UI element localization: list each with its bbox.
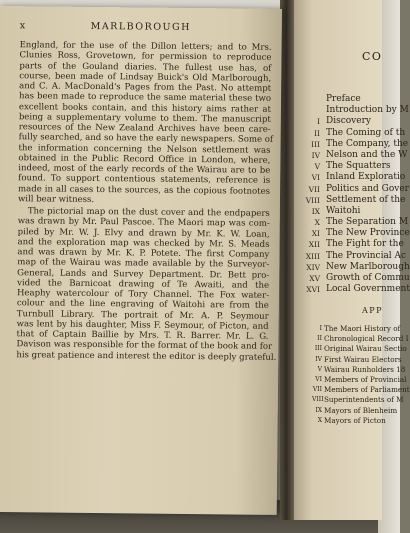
page-header bbox=[0, 20, 282, 37]
appendix-entry bbox=[312, 344, 407, 354]
chapter-title: The Fight for the bbox=[326, 239, 404, 250]
chapter-title: The Squatters bbox=[326, 161, 391, 172]
chapter-number: VII bbox=[308, 184, 320, 194]
text-line: that of Captain Baillie by Mrs. T. R. Barrer. Mr. L. G. bbox=[16, 329, 269, 342]
chapter-number: XIV bbox=[306, 262, 320, 272]
chapter-number: IV bbox=[311, 150, 320, 160]
appendix-title: The Maori History of bbox=[324, 324, 401, 333]
contents-entry bbox=[300, 138, 409, 150]
chapter-title: Local Government bbox=[326, 284, 410, 295]
chapter-number: VIII bbox=[305, 195, 320, 205]
chapter-title: Discovery bbox=[326, 116, 371, 127]
appendix-entry bbox=[312, 395, 404, 405]
appendix-title: First Wairau Electors bbox=[324, 354, 402, 364]
contents-entry bbox=[300, 127, 406, 139]
contents-entry bbox=[300, 206, 400, 217]
contents-entry bbox=[300, 149, 408, 161]
appendix-entry bbox=[312, 324, 401, 334]
appendix-number: VI bbox=[315, 375, 322, 383]
text-line: has been made to reproduce the same material these two bbox=[19, 91, 272, 105]
text-line: and the exploration map was checked by Mr. S. Meads bbox=[17, 236, 270, 250]
text-line: piled by Mr. W. J. Elvy and drawn by Mr. K. W. Loan, bbox=[17, 226, 270, 240]
text-line: was lent by his daughter, Miss F. Seymour, of Picton, and bbox=[16, 318, 269, 332]
text-line: being a supplementary volume to them. The manuscript bbox=[18, 111, 271, 125]
appendix-title: Chronological Record I bbox=[324, 334, 409, 344]
chapter-number: XV bbox=[309, 274, 320, 283]
contents-entry bbox=[300, 161, 400, 172]
appendix-number: IX bbox=[315, 406, 322, 414]
text-line: his great patience and interest the editor is deeply grateful. bbox=[16, 349, 277, 363]
contents-entry bbox=[300, 105, 409, 116]
appendix-number: V bbox=[317, 365, 322, 373]
chapter-number: XIII bbox=[305, 251, 320, 261]
appendix-title: Members of Provincial bbox=[324, 374, 407, 384]
text-line: excellent books contain, and this history aims rather at bbox=[18, 101, 271, 115]
text-line: colour and the line engraving of Waitohi are from the bbox=[16, 298, 269, 312]
chapter-number: V bbox=[314, 162, 320, 172]
text-line: and C. A. MacDonald's Pages from the Past. No attempt bbox=[19, 81, 272, 94]
appendix-number: III bbox=[314, 345, 322, 353]
chapter-number: XVI bbox=[306, 285, 320, 295]
chapter-title: Introduction by M bbox=[326, 105, 409, 116]
appendix-title: Wairau Runholders 18 bbox=[324, 364, 406, 374]
chapter-number: IX bbox=[311, 206, 320, 216]
appendix-number: I bbox=[319, 325, 322, 332]
chapter-number: XI bbox=[311, 229, 320, 239]
chapter-number: X bbox=[314, 218, 320, 228]
appendix-title: Members of Parliament bbox=[324, 385, 410, 395]
appendix-number: IV bbox=[315, 355, 322, 363]
text-line: The pictorial map on the dust cover and the endpapers bbox=[27, 206, 270, 219]
chapter-title: The Separation M bbox=[326, 217, 409, 228]
chapter-title: Nelson and the W bbox=[326, 149, 408, 160]
chapter-title: Politics and Gover bbox=[326, 183, 409, 194]
chapter-title: Settlement of the bbox=[326, 194, 406, 205]
appendices-heading: APP bbox=[362, 306, 384, 315]
text-line: the information concerning the Nelson settlement was bbox=[18, 142, 271, 156]
contents-heading: CO bbox=[362, 50, 383, 63]
book-gutter bbox=[280, 0, 294, 520]
contents-entry bbox=[300, 194, 406, 206]
appendix-title: Original Wairau Sectio bbox=[324, 344, 407, 354]
left-page bbox=[0, 6, 282, 515]
chapter-title: Waitohi bbox=[326, 205, 361, 216]
text-line: Clunies Ross, Grovetown, for permission to reproduce bbox=[19, 50, 272, 64]
text-line: England, for the use of the Dillon letters; and to Mrs. bbox=[19, 40, 272, 53]
appendix-entry bbox=[312, 354, 402, 365]
chapter-title: New Marlborough bbox=[326, 261, 410, 272]
chapter-title: Inland Exploratio bbox=[326, 172, 406, 183]
page-body-text bbox=[16, 40, 277, 363]
appendix-entry bbox=[312, 374, 407, 385]
contents-entry bbox=[300, 172, 406, 183]
text-line: found. To support contentious statements, reference is bbox=[18, 173, 271, 187]
appendix-title: Mayors of Blenheim bbox=[324, 405, 398, 415]
text-line: Turnbull Library. The portrait of Mr. A. P. Seymour bbox=[16, 308, 269, 322]
appendix-number: VIII bbox=[312, 396, 324, 404]
chapter-number: III bbox=[311, 139, 320, 149]
contents-entry bbox=[300, 250, 407, 262]
text-line: fully searched, and so have the early newspapers. Some of bbox=[18, 132, 274, 146]
contents-entry bbox=[300, 239, 404, 250]
chapter-title: The Company, the bbox=[326, 138, 409, 149]
chapter-title: Growth of Commu bbox=[326, 273, 410, 283]
text-line: General, Lands and Survey Department. Dr. Bett pro- bbox=[17, 267, 270, 281]
appendix-number: X bbox=[317, 416, 322, 424]
chapter-title: Preface bbox=[326, 94, 361, 104]
text-line: vided the Barnicoat drawing of Te Awaiti, and the bbox=[17, 277, 270, 291]
appendix-entry bbox=[312, 416, 392, 426]
text-line: Davison was responsible for the format of the book and for bbox=[16, 339, 273, 353]
contents-entry bbox=[300, 217, 409, 228]
text-line: will bear witness. bbox=[17, 193, 95, 205]
chapter-title: The Coming of th bbox=[326, 127, 406, 138]
contents-entry bbox=[300, 183, 409, 195]
chapter-number: II bbox=[314, 128, 320, 138]
chapter-number: XII bbox=[308, 240, 320, 250]
text-line: obtained in the Public Record Office in London, where, bbox=[18, 152, 271, 166]
text-line: course, been made of Lindsay Buick's Old Marlborough, bbox=[19, 70, 272, 84]
text-line: parts of the Gouland diaries. The fullest use has, of bbox=[19, 60, 272, 74]
text-line: was drawn by Mr. Paul Pascoe. The Maori map was com- bbox=[17, 216, 270, 230]
running-head: MARLBOROUGH bbox=[90, 20, 191, 34]
contents-entry bbox=[300, 116, 400, 127]
chapter-title: The Provincial Ac bbox=[326, 250, 407, 261]
appendices-list bbox=[312, 324, 410, 426]
text-line: made in all cases to the sources, as the copious footnotes bbox=[18, 183, 271, 197]
appendix-entry bbox=[312, 385, 410, 395]
contents-list bbox=[300, 94, 410, 295]
appendix-entry bbox=[312, 334, 409, 344]
right-page bbox=[292, 0, 410, 520]
chapter-title: The New Province bbox=[326, 228, 410, 239]
appendix-entry bbox=[312, 364, 406, 375]
page-number: x bbox=[19, 20, 27, 32]
contents-entry bbox=[300, 284, 410, 295]
appendix-number: II bbox=[317, 335, 322, 343]
text-line: Heaphy watercolour of Tory Channel. The Fox water- bbox=[16, 288, 270, 301]
contents-entry bbox=[300, 273, 410, 284]
text-line: resources of the New Zealand Archives have been care- bbox=[18, 122, 271, 135]
contents-entry bbox=[300, 228, 410, 239]
contents-entry bbox=[300, 94, 400, 105]
appendix-number: VII bbox=[312, 386, 322, 394]
text-line: indeed, most of the early records of the Wairau are to be bbox=[18, 163, 271, 176]
chapter-number: I bbox=[317, 117, 320, 127]
chapter-number: VI bbox=[311, 173, 320, 183]
contents-entry bbox=[300, 261, 410, 273]
text-line: and was drawn by Mr. K. P. Potete. The first Company bbox=[17, 247, 270, 260]
text-line: map of the Wairau was made available by the Surveyor- bbox=[17, 257, 270, 271]
appendix-title: Superintendents of M bbox=[324, 395, 404, 405]
appendix-title: Mayors of Picton bbox=[324, 415, 386, 425]
appendix-entry bbox=[312, 405, 398, 416]
